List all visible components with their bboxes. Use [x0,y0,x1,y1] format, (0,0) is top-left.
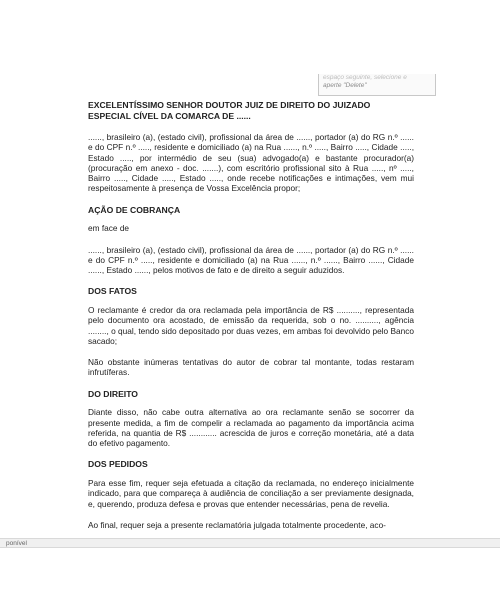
defendant-paragraph: ......, brasileiro (a), (estado civil), profissional da área de ......, portador (a) do RG n.º ...... e do CPF n.º ....., residente e domiciliado (a) na Rua ......, n.º ......, Bairro ......, Cidade ......, Estado ......, pelos motivos de fato e de direito a seguir aduzidos. [88,244,414,276]
facts-title: DOS FATOS [88,286,137,297]
action-title: AÇÃO DE COBRANÇA [88,204,181,215]
intro-paragraph: ......, brasileiro (a), (estado civil), profissional da área de ......, portador (a) do RG n.º ...... e do CPF n.º ....., residente e domiciliado (a) na Rua ......, n.º ....., Bairro ....., Cidade ....., Estado ....., por intermédio de seu (sua) advogado(a) e bastante procurador(a) (procuração em anexo - doc. .......), com escritório profissional sito à Rua ....., nº ....., Bairro ....., Cidade ....., Estado ....., onde recebe notificações e intimações, vem mui respeitosamente à presença de Vossa Excelência propor; [88,132,414,194]
blank-area [0,548,500,600]
footer-bar [0,538,500,548]
comment-line-2: aperte "Delete" [323,82,367,89]
facts-paragraph-1: O reclamante é credor da ora reclamada pela importância de R$ .........., representada pelo documento ora acostado, de emissão da requerida, sob o no. .........., agência ........, o qual, tendo sido depositado por duas vezes, em ambas foi devolvido pelo Banco sacado; [88,304,414,346]
against-paragraph: em face de [88,223,130,234]
comment-balloon [318,74,436,96]
law-title: DO DIREITO [88,388,138,399]
document-heading: EXCELENTÍSSIMO SENHOR DOUTOR JUIZ DE DIREITO DO JUIZADO ESPECIAL CÍVEL DA COMARCA DE ...... [88,100,371,121]
comment-line-1: espaço seguinte, selecione e [323,74,407,81]
law-paragraph: Diante disso, não cabe outra alternativa ao ora reclamante senão se socorrer da presente medida, a fim de compelir a reclamada ao pagamento da importância acima referida, na quantia de R$ ............ acrescida de juros e correção monetária, até a data do efetivo pagamento. [88,407,414,449]
document-body [88,100,414,541]
requests-title: DOS PEDIDOS [88,459,148,470]
requests-paragraph-1: Para esse fim, requer seja efetuada a citação da reclamada, no endereço inicialmente indicado, para que compareça à audiência de conciliação a ser previamente designada, e, querendo, produza defesa e provas que entender necessárias, pena de revelia. [88,477,414,509]
requests-paragraph-2: Ao final, requer seja a presente reclamatória julgada totalmente procedente, aco- [88,519,386,530]
facts-paragraph-2: Não obstante inúmeras tentativas do autor de cobrar tal montante, todas restaram infrutíferas. [88,357,414,378]
footer-text: ponível [6,540,27,547]
